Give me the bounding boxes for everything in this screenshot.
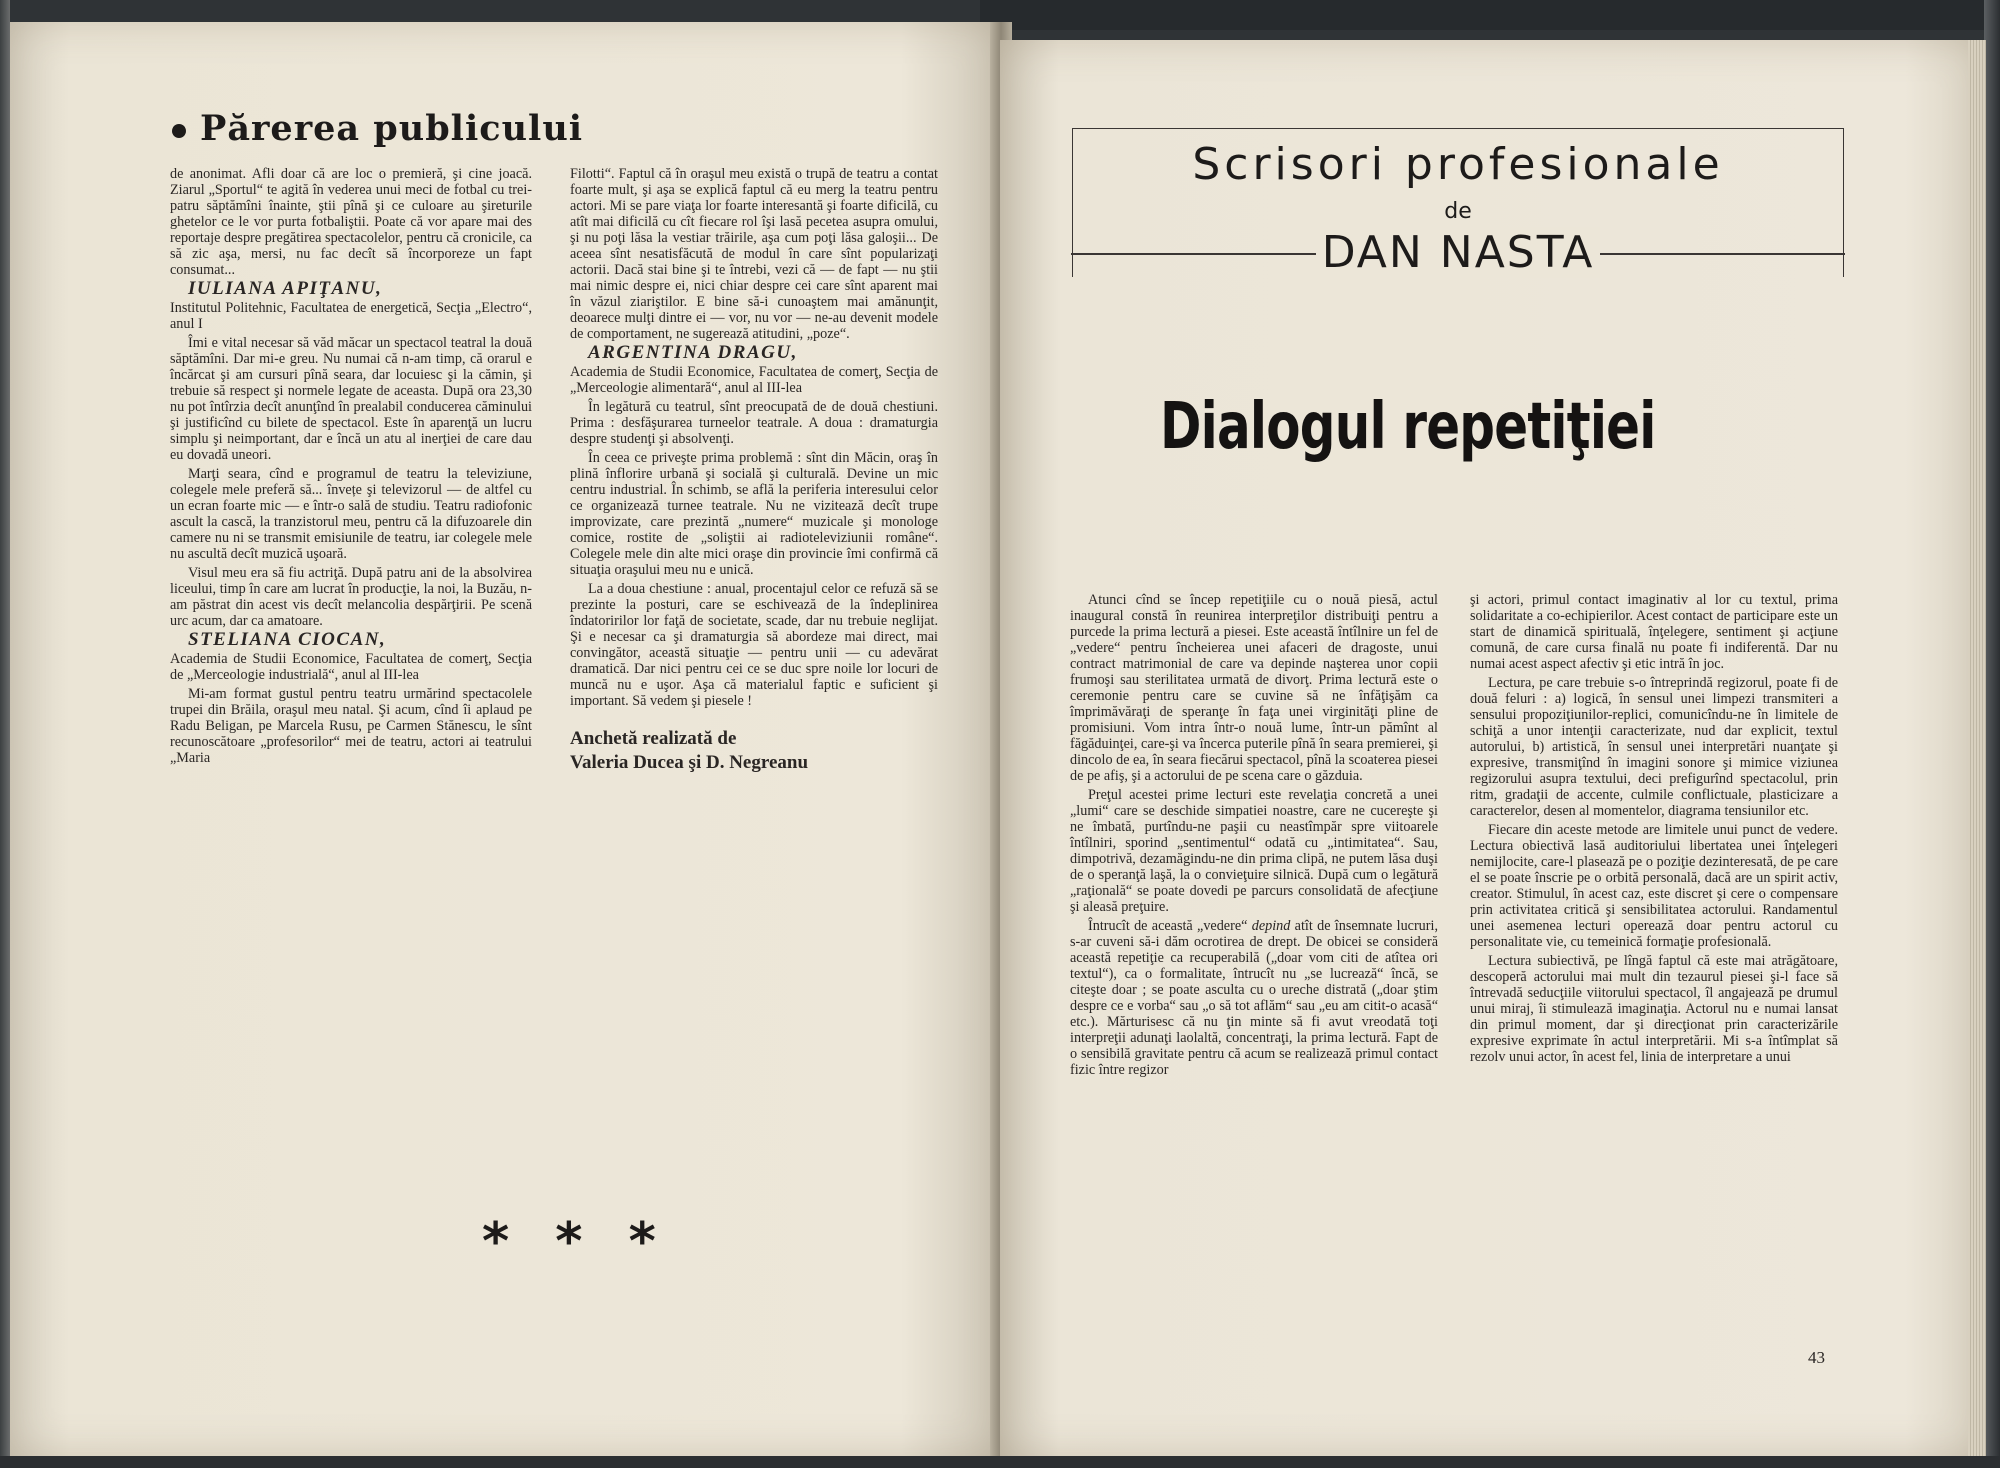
author-name: DAN NASTA [1316,227,1601,278]
column-header [1072,128,1844,277]
credit-line: Anchetă realizată de [570,728,737,749]
paragraph: Fiecare din aceste metode are limitele unui punct de vedere. Lectura obiectivă lasă auditoriului libertatea unei înţelegeri nemijlocite, care-l plasează pe o poziţie dezinteresată, de pe care el se poate înscrie pe o orbită personală, dacă are un spirit activ, creator. Stimulul, în acest caz, este discret şi cere o compensare prin activitatea critică şi sensibilitatea actorului. Randamentul unei asemenea lecturi operează doar pentru actorul cu personalitate vie, cu temeinică formaţie profesională. [1470,822,1838,950]
page-stack-edge [1968,40,1986,1456]
paragraph: La a doua chestiune : anual, procentajul celor ce refuză să se prezinte la posturi, care se eschivează de la îndeplinirea îndatoririlor lor faţă de societate, scade, dar nu trebuie neglijat. Şi e necesar ca şi dramaturgia să abordeze mai direct, mai convingător, această situaţie — pentru unii — cu adevărat dramatică. Dar nici pentru cei ce se duc spre noile lor locuri de muncă nu e uşor. Aşa că materialul faptic e suficient şi important. Să vedem şi piesele ! [570,581,938,709]
author-name: ARGENTINA DRAGU, [588,342,798,363]
left-column-2 [570,166,938,775]
section-title [172,108,583,149]
article-title: Dialogul repetiţiei [1160,390,1656,464]
author-affiliation: Academia de Studii Economice, Facultatea de comerţ, Secţia de „Merceologie alimentară“, anul al III-lea [570,364,938,396]
paragraph: Marţi seara, cînd e programul de teatru la televiziune, colegele mele preferă să... învețe şi televizorul — de altfel cu un ecran foarte mic — e într-o sală de studiu. Teatru radiofonic ascult la cască, la tranzistorul meu, pentru că la difuzoarele din camere nu ni se transmit emisiunile de teatru, iar colegele mele nu ascultă decît muzică uşoară. [170,466,532,562]
text-run: atît de însemnate lucruri, s-ar cuveni să-i dăm ocrotirea de drept. De obicei se consideră această repetiţie ca recuperabilă („doar vom citi de atîtea ori textul“), ca o formalitate, întrucît nu „se lucrează“ încă, se citeşte doar ; se poate asculta cu o ureche distrată („doar ştim despre ce e vorba“ sau „o să tot aflăm“ sau „eu am citit-o acasă“ etc.). Mărturisesc că nu ţin minte să fi avut vreodată toţi interpreţii adunaţi laolaltă, concentraţi, la prima lectură. Fapt de o sensibilă gravitate pentru că acum se realizează primul contact fizic între regizor [1070,918,1438,1078]
paragraph: şi actori, primul contact imaginativ al lor cu textul, prima solidaritate a co-echipierilor. Acest contact de participare este un start de dinamică spirituală, înţelegere, sentiment şi acţiune comună, de care cursa finală nu poate fi indiferentă. Dar nu numai acest aspect afectiv şi etic intră în joc. [1470,592,1838,672]
paragraph: Preţul acestei prime lecturi este revelaţia concretă a unei „lumi“ care se deschide simpatiei noastre, care ne cucereşte şi ne îmbată, purtîndu-ne paşii cu neastîmpăr spre viitoarele întîlniri, sporind „sentimentul“ odată cu „intimitatea“. Sau, dimpotrivă, dezamăgindu-ne din prima clipă, ne putem lăsa duşi de o speranţă laşă, la o convieţuire silnică. După cum o legătură „raţională“ se poate dovedi pe parcurs consolidată de afecţiune şi aleasă preţuire. [1070,787,1438,915]
book-cover-bottom [0,1456,2000,1468]
author-affiliation: Institutul Politehnic, Facultatea de energetică, Secţia „Electro“, anul I [170,300,532,332]
left-column-1 [170,166,532,769]
column-by: de [1444,199,1472,224]
paragraph: Lectura, pe care trebuie s-o întreprindă regizorul, poate fi de două feluri : a) logică, în sensul unei limpezi transmiteri a sensului propoziţiunilor-replici, comunicîndu-ne în limitele de schiţă a unor intenţii caracterizate, nud dar explicit, textul autorului, b) artistică, în sensul unei interpretări nuanţate şi expresive, transmiţînd în imagini sonore şi mimice viziunea regizorului asupra textului, deci prefigurînd spectacolul, prin ritm, gradaţii de accente, culmile conflictuale, plasticizare a caracterelor, desen al momentelor, diagrama tensiunilor etc. [1470,675,1838,819]
book-cover-edge [980,0,2000,30]
paragraph: Lectura subiectivă, pe lîngă faptul că este mai atrăgătoare, descoperă actorului mai mult din tezaurul piesei şi-l face să întrevadă seducţiile viitorului spectacol, îl angajează pe drumul unui miraj, îi stimulează imaginaţia. Actorul nu e numai lansat din primul moment, dar şi direcţionat prin caracterizările expresive exprimate în actul interpretării. Mi s-a întîmplat să rezolv unui actor, în acest fel, linia de interpretare a unui [1470,953,1838,1065]
column-title: Scrisori profesionale [1192,139,1724,190]
section-title-text: Părerea publicului [200,108,584,149]
column-author [1073,227,1843,278]
paragraph: Mi-am format gustul pentru teatru urmărind spectacolele trupei din Brăila, oraşul meu natal. Şi acum, cînd îi aplaud pe Radu Beligan, pe Marcela Rusu, pe Carmen Stănescu, le sînt recunoscătoare „profesorilor“ mei de teatru, actori ai teatrului „Maria [170,686,532,766]
paragraph: Visul meu era să fiu actriţă. După patru ani de la absolvirea liceului, timp în care am lucrat în producţie, la noi, la Buzău, n-am păstrat din acest vis decît melancolia despărţirii. Pe scenă urc acum, dar ca amatoare. [170,565,532,629]
page-number: 43 [1808,1348,1825,1367]
author-name: STELIANA CIOCAN, [188,629,387,650]
right-column-2 [1470,592,1838,1068]
text-run: Întrucît de această „vedere“ [1088,918,1252,934]
book-cover-edge-left [0,0,10,1468]
credit-names: Valeria Ducea şi D. Negreanu [570,752,809,773]
paragraph: În ceea ce priveşte prima problemă : sînt din Măcin, oraş în plină înflorire urbană şi socială şi culturală. Devine un mic centru industrial. În schimb, se află la periferia interesului celor ce organizează turnee teatrale. Nu ne vizitează decît trupe improvizate, care prezintă „numere“ muzicale şi monologe comice, rostite de „soliştii ai radioteleviziunii române“. Colegele mele din alte mici oraşe din provincie îmi confirmă că situaţia oraşului meu nu e unică. [570,450,938,578]
book-cover-edge-right [1984,0,2000,1468]
paragraph: de anonimat. Afli doar că are loc o premieră, şi cine joacă. Ziarul „Sportul“ te agită în vederea unui meci de fotbal cu trei-patru săptămîni înainte, ştii pînă şi ce culoare au şireturile ghetelor ce le vor purta fotbaliştii. Poate că vor apare mai des reportaje despre pregătirea spectacolelor, pentru că cronicile, ca să zic aşa, mersi, nu fac decît să încorporeze un fapt consumat... [170,166,532,278]
paragraph: Atunci cînd se încep repetiţiile cu o nouă piesă, actul inaugural constă în reunirea interpreţilor distribuiţi pentru a purcede la prima lectură a piesei. Este această întîlnire un fel de „vedere“ pentru încheierea unei afaceri de dragoste, unui contract matrimonial de care va depinde naşterea unor copii frumoşi sau sterilitatea urmată de divorţ. Prima lectură este o ceremonie pentru care se cuvine să ne înfăţişăm ca împrimăvăraţi de speranţe în faţa unei virginităţi pline de promisiuni. Vom intra într-o nouă lume, într-un pămînt al făgăduinţei, care-şi va încerca puterile pînă în seara premierei, şi dincolo de ea, în seara fiecărui spectacol, pînă la scoaterea piesei de pe afiş, şi a actorului de pe scena care o găzduia. [1070,592,1438,784]
author-name: IULIANA APIŢANU, [188,278,383,299]
paragraph [1070,918,1438,1078]
bullet-icon [172,124,186,138]
paragraph: Îmi e vital necesar să văd măcar un spectacol teatral la două săptămîni. Dar mi-e greu. Nu numai că n-am timp, că orarul e încărcat şi am cursuri pînă seara, dar locuiesc şi la cămin, şi trebuie să respect şi normele legate de aceasta. După ora 23,30 nu pot întîrzia decît anunţînd în prealabil conducerea căminului şi justificînd cu bilete de spectacol. Este în aparenţă un lucru simplu şi neimportant, dar e încă un atu al inerţiei de care dau eu dovadă uneori. [170,335,532,463]
paragraph: În legătură cu teatrul, sînt preocupată de de două chestiuni. Prima : desfăşurarea turneelor teatrale. A doua : dramaturgia despre studenţi şi absolvenţi. [570,399,938,447]
emphasis: depind [1251,918,1291,934]
survey-credit [570,727,938,775]
right-column-1 [1070,592,1438,1081]
asterisk-ornament: * * * [482,1212,670,1272]
author-affiliation: Academia de Studii Economice, Facultatea de comerţ, Secţia de „Merceologie industrială“, anul al III-lea [170,651,532,683]
paragraph: Filotti“. Faptul că în oraşul meu există o trupă de teatru a contat foarte mult, şi aşa se explică faptul că eu merg la teatru pentru actori. Mi se pare viaţa lor foarte interesantă şi foarte dificilă, cu atît mai dificilă cu cît fiecare rol îşi lasă pecetea asupra omului, şi nu poţi lăsa la vestiar trăirile, aşa cum poţi lăsa galoşii... De aceea sînt nesatisfăcută de modul în care sînt popularizaţi actorii. Dacă stai bine şi te întrebi, vezi că — de fapt — nu ştii mai nimic despre ei, nici chiar despre cei care sînt aparent mai în văzul ziariştilor. E bine să-i cunoaştem mai amănunţit, deoarece mulţi dintre ei — vor, nu vor — ne-au devenit modele de comportament, ne sugerează atitudini, „poze“. [570,166,938,342]
